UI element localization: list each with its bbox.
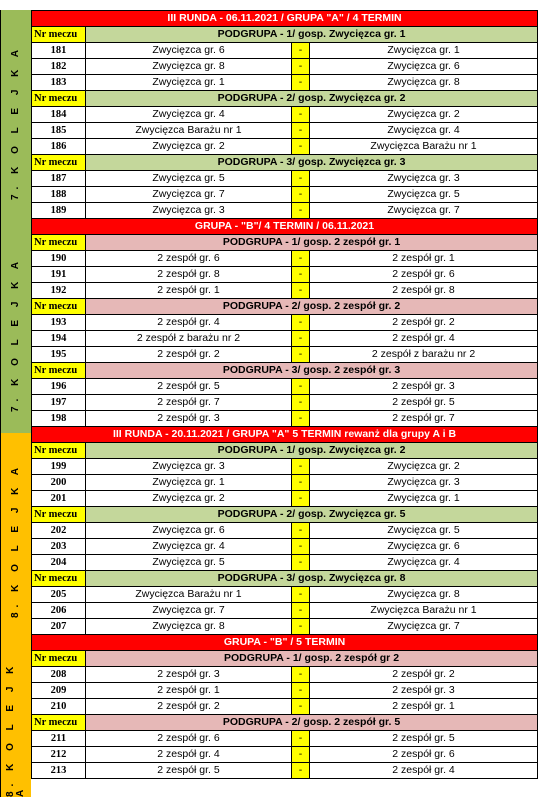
versus-dash: - xyxy=(292,747,310,763)
match-number: 183 xyxy=(32,75,86,91)
match-row xyxy=(32,123,538,139)
away-team: Zwycięzca gr. 8 xyxy=(310,587,538,603)
home-team: 2 zespół gr. 1 xyxy=(86,683,292,699)
match-number: 197 xyxy=(32,395,86,411)
subgroup-header-row xyxy=(32,507,538,523)
match-row xyxy=(32,267,538,283)
home-team: 2 zespół gr. 6 xyxy=(86,251,292,267)
match-number: 206 xyxy=(32,603,86,619)
versus-dash: - xyxy=(292,619,310,635)
versus-dash: - xyxy=(292,731,310,747)
match-row xyxy=(32,251,538,267)
home-team: 2 zespół gr. 3 xyxy=(86,667,292,683)
section-title: III RUNDA - 06.11.2021 / GRUPA "A" / 4 TERMIN xyxy=(32,11,538,27)
round-side-text: 7. K O L E J K A xyxy=(10,44,21,201)
match-number: 187 xyxy=(32,171,86,187)
round-side-label xyxy=(0,10,31,235)
away-team: 2 zespół z barażu nr 2 xyxy=(310,347,538,363)
versus-dash: - xyxy=(292,603,310,619)
away-team: 2 zespół gr. 1 xyxy=(310,251,538,267)
match-row xyxy=(32,475,538,491)
subgroup-label: PODGRUPA - 1/ gosp. 2 zespół gr 2 xyxy=(86,651,538,667)
match-row xyxy=(32,187,538,203)
match-row xyxy=(32,315,538,331)
match-number: 201 xyxy=(32,491,86,507)
versus-dash: - xyxy=(292,683,310,699)
home-team: Zwycięzca gr. 6 xyxy=(86,523,292,539)
match-number: 204 xyxy=(32,555,86,571)
away-team: Zwycięzca gr. 7 xyxy=(310,619,538,635)
match-number: 210 xyxy=(32,699,86,715)
subgroup-header-row xyxy=(32,443,538,459)
home-team: 2 zespół gr. 1 xyxy=(86,283,292,299)
match-number: 191 xyxy=(32,267,86,283)
subgroup-label: PODGRUPA - 1/ gosp. Zwycięzca gr. 2 xyxy=(86,443,538,459)
home-team: Zwycięzca gr. 6 xyxy=(86,43,292,59)
home-team: 2 zespół gr. 6 xyxy=(86,731,292,747)
subgroup-header-row xyxy=(32,571,538,587)
versus-dash: - xyxy=(292,539,310,555)
match-row xyxy=(32,683,538,699)
versus-dash: - xyxy=(292,203,310,219)
subgroup-header-row xyxy=(32,299,538,315)
match-row xyxy=(32,107,538,123)
match-number: 208 xyxy=(32,667,86,683)
subgroup-label: PODGRUPA - 1/ gosp. Zwycięzca gr. 1 xyxy=(86,27,538,43)
match-number: 192 xyxy=(32,283,86,299)
match-number: 185 xyxy=(32,123,86,139)
section-title: GRUPA - "B" / 5 TERMIN xyxy=(32,635,538,651)
versus-dash: - xyxy=(292,331,310,347)
home-team: Zwycięzca Barażu nr 1 xyxy=(86,123,292,139)
versus-dash: - xyxy=(292,75,310,91)
home-team: Zwycięzca Barażu nr 1 xyxy=(86,587,292,603)
versus-dash: - xyxy=(292,411,310,427)
away-team: Zwycięzca gr. 4 xyxy=(310,123,538,139)
away-team: 2 zespół gr. 3 xyxy=(310,379,538,395)
subgroup-label: PODGRUPA - 3/ gosp. Zwycięzca gr. 8 xyxy=(86,571,538,587)
match-row xyxy=(32,395,538,411)
match-row xyxy=(32,763,538,779)
versus-dash: - xyxy=(292,523,310,539)
subgroup-header-row xyxy=(32,651,538,667)
match-number: 184 xyxy=(32,107,86,123)
away-team: Zwycięzca gr. 6 xyxy=(310,59,538,75)
match-row xyxy=(32,587,538,603)
versus-dash: - xyxy=(292,123,310,139)
match-number: 202 xyxy=(32,523,86,539)
away-team: Zwycięzca Barażu nr 1 xyxy=(310,603,538,619)
away-team: 2 zespół gr. 4 xyxy=(310,763,538,779)
versus-dash: - xyxy=(292,555,310,571)
match-number: 186 xyxy=(32,139,86,155)
home-team: 2 zespół gr. 4 xyxy=(86,315,292,331)
versus-dash: - xyxy=(292,267,310,283)
match-row xyxy=(32,731,538,747)
versus-dash: - xyxy=(292,251,310,267)
match-number: 193 xyxy=(32,315,86,331)
match-row xyxy=(32,539,538,555)
away-team: 2 zespół gr. 5 xyxy=(310,731,538,747)
match-number-header: Nr meczu xyxy=(32,91,86,107)
home-team: Zwycięzca gr. 5 xyxy=(86,171,292,187)
away-team: 2 zespół gr. 4 xyxy=(310,331,538,347)
section-title: III RUNDA - 20.11.2021 / GRUPA "A" 5 TERMIN rewanż dla grupy A i B xyxy=(32,427,538,443)
versus-dash: - xyxy=(292,139,310,155)
match-number-header: Nr meczu xyxy=(32,363,86,379)
home-team: Zwycięzca gr. 2 xyxy=(86,491,292,507)
home-team: Zwycięzca gr. 8 xyxy=(86,59,292,75)
match-row xyxy=(32,459,538,475)
versus-dash: - xyxy=(292,59,310,75)
match-number: 209 xyxy=(32,683,86,699)
away-team: Zwycięzca gr. 3 xyxy=(310,171,538,187)
versus-dash: - xyxy=(292,395,310,411)
home-team: 2 zespół gr. 8 xyxy=(86,267,292,283)
match-number: 182 xyxy=(32,59,86,75)
match-number: 212 xyxy=(32,747,86,763)
match-number: 190 xyxy=(32,251,86,267)
section-title-row xyxy=(32,11,538,27)
match-number: 207 xyxy=(32,619,86,635)
versus-dash: - xyxy=(292,459,310,475)
match-row xyxy=(32,555,538,571)
match-row xyxy=(32,43,538,59)
home-team: Zwycięzca gr. 1 xyxy=(86,475,292,491)
home-team: 2 zespół gr. 3 xyxy=(86,411,292,427)
match-number: 188 xyxy=(32,187,86,203)
round-side-text: 7. K O L E J K A xyxy=(10,256,21,412)
match-number: 194 xyxy=(32,331,86,347)
home-team: 2 zespół gr. 2 xyxy=(86,699,292,715)
home-team: 2 zespół gr. 5 xyxy=(86,379,292,395)
match-row xyxy=(32,347,538,363)
away-team: 2 zespół gr. 1 xyxy=(310,699,538,715)
match-number-header: Nr meczu xyxy=(32,155,86,171)
match-row xyxy=(32,171,538,187)
match-number-header: Nr meczu xyxy=(32,443,86,459)
away-team: 2 zespół gr. 5 xyxy=(310,395,538,411)
match-number: 181 xyxy=(32,43,86,59)
subgroup-header-row xyxy=(32,91,538,107)
match-row xyxy=(32,331,538,347)
subgroup-header-row xyxy=(32,235,538,251)
versus-dash: - xyxy=(292,347,310,363)
versus-dash: - xyxy=(292,43,310,59)
match-number: 195 xyxy=(32,347,86,363)
match-row xyxy=(32,139,538,155)
away-team: Zwycięzca gr. 1 xyxy=(310,491,538,507)
subgroup-label: PODGRUPA - 2/ gosp. 2 zespół gr. 5 xyxy=(86,715,538,731)
away-team: 2 zespół gr. 2 xyxy=(310,667,538,683)
match-number: 213 xyxy=(32,763,86,779)
subgroup-header-row xyxy=(32,155,538,171)
versus-dash: - xyxy=(292,667,310,683)
section-title-row xyxy=(32,219,538,235)
match-row xyxy=(32,747,538,763)
match-number-header: Nr meczu xyxy=(32,235,86,251)
home-team: Zwycięzca gr. 4 xyxy=(86,539,292,555)
match-table xyxy=(31,10,538,779)
match-number-header: Nr meczu xyxy=(32,507,86,523)
away-team: 2 zespół gr. 8 xyxy=(310,283,538,299)
match-row xyxy=(32,699,538,715)
match-row xyxy=(32,379,538,395)
match-row xyxy=(32,411,538,427)
subgroup-label: PODGRUPA - 3/ gosp. Zwycięzca gr. 3 xyxy=(86,155,538,171)
home-team: 2 zespół gr. 5 xyxy=(86,763,292,779)
match-number: 200 xyxy=(32,475,86,491)
versus-dash: - xyxy=(292,587,310,603)
match-number: 189 xyxy=(32,203,86,219)
away-team: 2 zespół gr. 3 xyxy=(310,683,538,699)
round-side-label xyxy=(0,235,31,433)
match-row xyxy=(32,203,538,219)
round-side-label xyxy=(0,648,31,797)
versus-dash: - xyxy=(292,315,310,331)
home-team: Zwycięzca gr. 8 xyxy=(86,619,292,635)
subgroup-header-row xyxy=(32,363,538,379)
versus-dash: - xyxy=(292,491,310,507)
away-team: Zwycięzca gr. 2 xyxy=(310,107,538,123)
subgroup-label: PODGRUPA - 3/ gosp. 2 zespół gr. 3 xyxy=(86,363,538,379)
home-team: 2 zespół gr. 7 xyxy=(86,395,292,411)
home-team: Zwycięzca gr. 5 xyxy=(86,555,292,571)
match-row xyxy=(32,59,538,75)
match-number-header: Nr meczu xyxy=(32,715,86,731)
versus-dash: - xyxy=(292,187,310,203)
home-team: Zwycięzca gr. 7 xyxy=(86,187,292,203)
home-team: 2 zespół gr. 4 xyxy=(86,747,292,763)
match-row xyxy=(32,491,538,507)
home-team: 2 zespół z barażu nr 2 xyxy=(86,331,292,347)
match-number-header: Nr meczu xyxy=(32,571,86,587)
section-title: GRUPA - "B"/ 4 TERMIN / 06.11.2021 xyxy=(32,219,538,235)
versus-dash: - xyxy=(292,107,310,123)
section-title-row xyxy=(32,427,538,443)
away-team: Zwycięzca gr. 4 xyxy=(310,555,538,571)
match-number: 205 xyxy=(32,587,86,603)
match-number: 203 xyxy=(32,539,86,555)
match-number: 211 xyxy=(32,731,86,747)
home-team: Zwycięzca gr. 3 xyxy=(86,459,292,475)
away-team: 2 zespół gr. 2 xyxy=(310,315,538,331)
away-team: Zwycięzca gr. 6 xyxy=(310,539,538,555)
subgroup-label: PODGRUPA - 2/ gosp. 2 zespół gr. 2 xyxy=(86,299,538,315)
away-team: Zwycięzca gr. 8 xyxy=(310,75,538,91)
home-team: Zwycięzca gr. 3 xyxy=(86,203,292,219)
versus-dash: - xyxy=(292,699,310,715)
subgroup-header-row xyxy=(32,27,538,43)
round-side-text: 8. K O L E J K A xyxy=(5,661,26,797)
match-row xyxy=(32,619,538,635)
match-row xyxy=(32,283,538,299)
versus-dash: - xyxy=(292,763,310,779)
match-number-header: Nr meczu xyxy=(32,299,86,315)
subgroup-label: PODGRUPA - 2/ gosp. Zwycięzca gr. 2 xyxy=(86,91,538,107)
home-team: Zwycięzca gr. 4 xyxy=(86,107,292,123)
section-title-row xyxy=(32,635,538,651)
away-team: Zwycięzca Barażu nr 1 xyxy=(310,139,538,155)
home-team: Zwycięzca gr. 1 xyxy=(86,75,292,91)
away-team: Zwycięzca gr. 7 xyxy=(310,203,538,219)
home-team: Zwycięzca gr. 7 xyxy=(86,603,292,619)
subgroup-label: PODGRUPA - 2/ gosp. Zwycięzca gr. 5 xyxy=(86,507,538,523)
versus-dash: - xyxy=(292,283,310,299)
match-number-header: Nr meczu xyxy=(32,651,86,667)
match-number: 199 xyxy=(32,459,86,475)
match-number: 198 xyxy=(32,411,86,427)
away-team: Zwycięzca gr. 5 xyxy=(310,523,538,539)
away-team: 2 zespół gr. 6 xyxy=(310,267,538,283)
away-team: Zwycięzca gr. 5 xyxy=(310,187,538,203)
subgroup-header-row xyxy=(32,715,538,731)
versus-dash: - xyxy=(292,171,310,187)
match-row xyxy=(32,603,538,619)
match-number: 196 xyxy=(32,379,86,395)
home-team: 2 zespół gr. 2 xyxy=(86,347,292,363)
away-team: Zwycięzca gr. 2 xyxy=(310,459,538,475)
away-team: 2 zespół gr. 6 xyxy=(310,747,538,763)
round-side-label xyxy=(0,433,31,648)
versus-dash: - xyxy=(292,379,310,395)
subgroup-label: PODGRUPA - 1/ gosp. 2 zespół gr. 1 xyxy=(86,235,538,251)
home-team: Zwycięzca gr. 2 xyxy=(86,139,292,155)
versus-dash: - xyxy=(292,475,310,491)
away-team: Zwycięzca gr. 3 xyxy=(310,475,538,491)
away-team: Zwycięzca gr. 1 xyxy=(310,43,538,59)
match-row xyxy=(32,523,538,539)
round-side-text: 8. K O L E J K A xyxy=(10,462,21,619)
match-number-header: Nr meczu xyxy=(32,27,86,43)
away-team: 2 zespół gr. 7 xyxy=(310,411,538,427)
match-row xyxy=(32,667,538,683)
match-row xyxy=(32,75,538,91)
